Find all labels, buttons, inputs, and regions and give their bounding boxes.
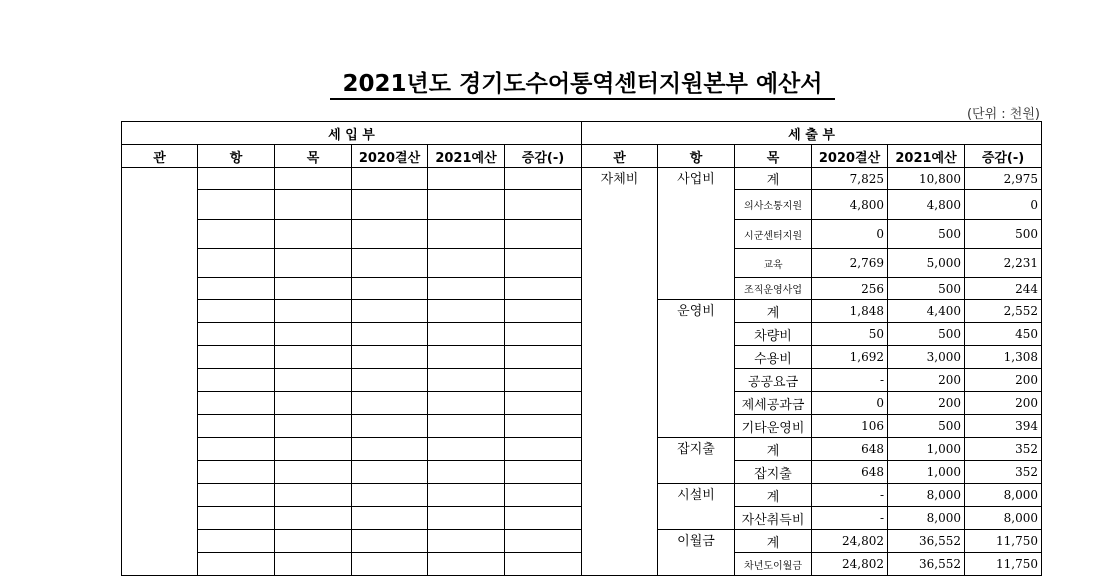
expense-mok-cell: 계	[735, 530, 812, 553]
expense-header-gwan: 관	[582, 145, 658, 168]
income-cell	[428, 278, 505, 300]
expense-budget2021-cell: 1,000	[888, 438, 965, 461]
income-cell	[198, 553, 275, 576]
expense-diff-cell: 11,750	[965, 553, 1042, 576]
expense-budget2021-cell: 8,000	[888, 484, 965, 507]
expense-settle2020-cell: 7,825	[812, 168, 888, 190]
income-header-gwan: 관	[122, 145, 198, 168]
income-cell	[505, 168, 582, 190]
expense-settle2020-cell: 2,769	[812, 249, 888, 278]
expense-settle2020-cell: 4,800	[812, 190, 888, 220]
income-cell	[428, 530, 505, 553]
expense-budget2021-cell: 5,000	[888, 249, 965, 278]
income-cell	[198, 323, 275, 346]
income-cell	[352, 461, 428, 484]
expense-header-budget2021: 2021예산	[888, 145, 965, 168]
income-cell	[505, 369, 582, 392]
income-cell	[428, 220, 505, 249]
income-cell	[275, 300, 352, 323]
income-cell	[275, 461, 352, 484]
income-cell	[505, 553, 582, 576]
expense-diff-cell: 352	[965, 438, 1042, 461]
income-cell	[275, 346, 352, 369]
expense-diff-cell: 450	[965, 323, 1042, 346]
expense-mok-cell: 자산취득비	[735, 507, 812, 530]
income-cell	[198, 392, 275, 415]
income-cell	[198, 438, 275, 461]
expense-header-mok: 목	[735, 145, 812, 168]
income-cell	[505, 461, 582, 484]
income-cell	[505, 438, 582, 461]
expense-diff-cell: 8,000	[965, 484, 1042, 507]
income-cell	[428, 415, 505, 438]
expense-hang-cell: 운영비	[658, 300, 735, 438]
expense-budget2021-cell: 36,552	[888, 553, 965, 576]
expense-mok-cell: 수용비	[735, 346, 812, 369]
page-title: 2021년도 경기도수어통역센터지원본부 예산서	[330, 70, 835, 100]
expense-budget2021-cell: 1,000	[888, 461, 965, 484]
expense-diff-cell: 2,552	[965, 300, 1042, 323]
expense-settle2020-cell: 648	[812, 438, 888, 461]
income-header-diff: 증감(-)	[505, 145, 582, 168]
income-cell	[275, 323, 352, 346]
income-cell	[352, 249, 428, 278]
budget-table	[121, 121, 1042, 576]
income-cell	[505, 190, 582, 220]
income-cell	[428, 323, 505, 346]
table-row	[122, 168, 1042, 190]
expense-mok-cell: 제세공과금	[735, 392, 812, 415]
income-cell	[505, 530, 582, 553]
income-cell	[198, 278, 275, 300]
income-cell	[275, 392, 352, 415]
expense-mok-cell: 차량비	[735, 323, 812, 346]
income-cell	[428, 553, 505, 576]
expense-diff-cell: 2,975	[965, 168, 1042, 190]
expense-diff-cell: 11,750	[965, 530, 1042, 553]
expense-settle2020-cell: -	[812, 369, 888, 392]
expense-mok-cell: 차년도이월금	[735, 553, 812, 576]
income-cell	[505, 346, 582, 369]
income-cell	[505, 249, 582, 278]
income-cell	[352, 190, 428, 220]
income-cell	[198, 530, 275, 553]
column-header-row	[122, 145, 1042, 168]
income-cell	[198, 484, 275, 507]
expense-hang-cell: 사업비	[658, 168, 735, 300]
income-section-label: 세 입 부	[122, 122, 582, 145]
income-cell	[505, 484, 582, 507]
expense-settle2020-cell: 648	[812, 461, 888, 484]
unit-label: (단위 : 천원)	[966, 107, 1040, 122]
income-cell	[198, 168, 275, 190]
income-cell	[275, 530, 352, 553]
expense-mok-cell: 조직운영사업	[735, 278, 812, 300]
expense-budget2021-cell: 3,000	[888, 346, 965, 369]
expense-header-settle2020: 2020결산	[812, 145, 888, 168]
income-cell	[275, 220, 352, 249]
expense-budget2021-cell: 10,800	[888, 168, 965, 190]
expense-mok-cell: 공공요금	[735, 369, 812, 392]
expense-header-hang: 항	[658, 145, 735, 168]
expense-diff-cell: 500	[965, 220, 1042, 249]
income-header-settle2020: 2020결산	[352, 145, 428, 168]
income-gwan-cell	[122, 168, 198, 576]
expense-diff-cell: 0	[965, 190, 1042, 220]
expense-budget2021-cell: 4,800	[888, 190, 965, 220]
expense-gwan-cell: 자체비	[582, 168, 658, 576]
expense-settle2020-cell: -	[812, 484, 888, 507]
expense-hang-cell: 이월금	[658, 530, 735, 576]
income-cell	[428, 438, 505, 461]
income-cell	[352, 323, 428, 346]
expense-settle2020-cell: 50	[812, 323, 888, 346]
income-cell	[505, 323, 582, 346]
income-cell	[352, 507, 428, 530]
income-cell	[352, 438, 428, 461]
income-cell	[275, 438, 352, 461]
expense-mok-cell: 계	[735, 438, 812, 461]
expense-hang-cell: 시설비	[658, 484, 735, 530]
income-cell	[198, 507, 275, 530]
income-cell	[428, 300, 505, 323]
income-cell	[275, 415, 352, 438]
income-cell	[198, 249, 275, 278]
expense-budget2021-cell: 500	[888, 415, 965, 438]
income-cell	[198, 369, 275, 392]
section-header-row	[122, 122, 1042, 145]
income-header-hang: 항	[198, 145, 275, 168]
expense-settle2020-cell: 106	[812, 415, 888, 438]
expense-diff-cell: 394	[965, 415, 1042, 438]
expense-mok-cell: 시군센터지원	[735, 220, 812, 249]
income-cell	[352, 415, 428, 438]
expense-mok-cell: 교육	[735, 249, 812, 278]
expense-section-label: 세 출 부	[582, 122, 1042, 145]
income-cell	[428, 249, 505, 278]
expense-diff-cell: 1,308	[965, 346, 1042, 369]
expense-header-diff: 증감(-)	[965, 145, 1042, 168]
income-cell	[275, 190, 352, 220]
expense-budget2021-cell: 8,000	[888, 507, 965, 530]
expense-diff-cell: 244	[965, 278, 1042, 300]
expense-mok-cell: 계	[735, 300, 812, 323]
expense-mok-cell: 계	[735, 168, 812, 190]
income-cell	[198, 300, 275, 323]
income-cell	[505, 278, 582, 300]
expense-settle2020-cell: 1,848	[812, 300, 888, 323]
income-cell	[428, 168, 505, 190]
income-cell	[352, 392, 428, 415]
income-cell	[198, 220, 275, 249]
expense-budget2021-cell: 500	[888, 278, 965, 300]
income-cell	[428, 346, 505, 369]
income-cell	[275, 278, 352, 300]
income-cell	[352, 278, 428, 300]
expense-diff-cell: 8,000	[965, 507, 1042, 530]
expense-mok-cell: 기타운영비	[735, 415, 812, 438]
income-cell	[198, 461, 275, 484]
income-cell	[198, 346, 275, 369]
expense-budget2021-cell: 500	[888, 323, 965, 346]
expense-settle2020-cell: 24,802	[812, 553, 888, 576]
expense-settle2020-cell: 1,692	[812, 346, 888, 369]
income-cell	[352, 168, 428, 190]
expense-budget2021-cell: 200	[888, 392, 965, 415]
income-cell	[505, 415, 582, 438]
expense-mok-cell: 의사소통지원	[735, 190, 812, 220]
income-cell	[275, 553, 352, 576]
income-cell	[198, 190, 275, 220]
expense-settle2020-cell: -	[812, 507, 888, 530]
income-cell	[352, 484, 428, 507]
expense-settle2020-cell: 256	[812, 278, 888, 300]
income-cell	[352, 553, 428, 576]
income-cell	[505, 392, 582, 415]
income-cell	[428, 392, 505, 415]
expense-settle2020-cell: 0	[812, 220, 888, 249]
expense-mok-cell: 잡지출	[735, 461, 812, 484]
expense-diff-cell: 200	[965, 369, 1042, 392]
expense-settle2020-cell: 24,802	[812, 530, 888, 553]
income-cell	[428, 369, 505, 392]
income-cell	[198, 415, 275, 438]
income-header-mok: 목	[275, 145, 352, 168]
income-cell	[352, 300, 428, 323]
income-header-budget2021: 2021예산	[428, 145, 505, 168]
income-cell	[428, 507, 505, 530]
income-cell	[352, 346, 428, 369]
income-cell	[352, 220, 428, 249]
income-cell	[275, 369, 352, 392]
expense-diff-cell: 200	[965, 392, 1042, 415]
expense-diff-cell: 2,231	[965, 249, 1042, 278]
income-cell	[352, 369, 428, 392]
income-cell	[352, 530, 428, 553]
expense-diff-cell: 352	[965, 461, 1042, 484]
expense-mok-cell: 계	[735, 484, 812, 507]
income-cell	[505, 300, 582, 323]
income-cell	[428, 190, 505, 220]
expense-budget2021-cell: 500	[888, 220, 965, 249]
expense-budget2021-cell: 4,400	[888, 300, 965, 323]
income-cell	[428, 461, 505, 484]
income-cell	[505, 507, 582, 530]
expense-settle2020-cell: 0	[812, 392, 888, 415]
expense-hang-cell: 잡지출	[658, 438, 735, 484]
income-cell	[275, 507, 352, 530]
income-cell	[505, 220, 582, 249]
expense-budget2021-cell: 36,552	[888, 530, 965, 553]
income-cell	[428, 484, 505, 507]
income-cell	[275, 168, 352, 190]
income-cell	[275, 249, 352, 278]
expense-budget2021-cell: 200	[888, 369, 965, 392]
income-cell	[275, 484, 352, 507]
